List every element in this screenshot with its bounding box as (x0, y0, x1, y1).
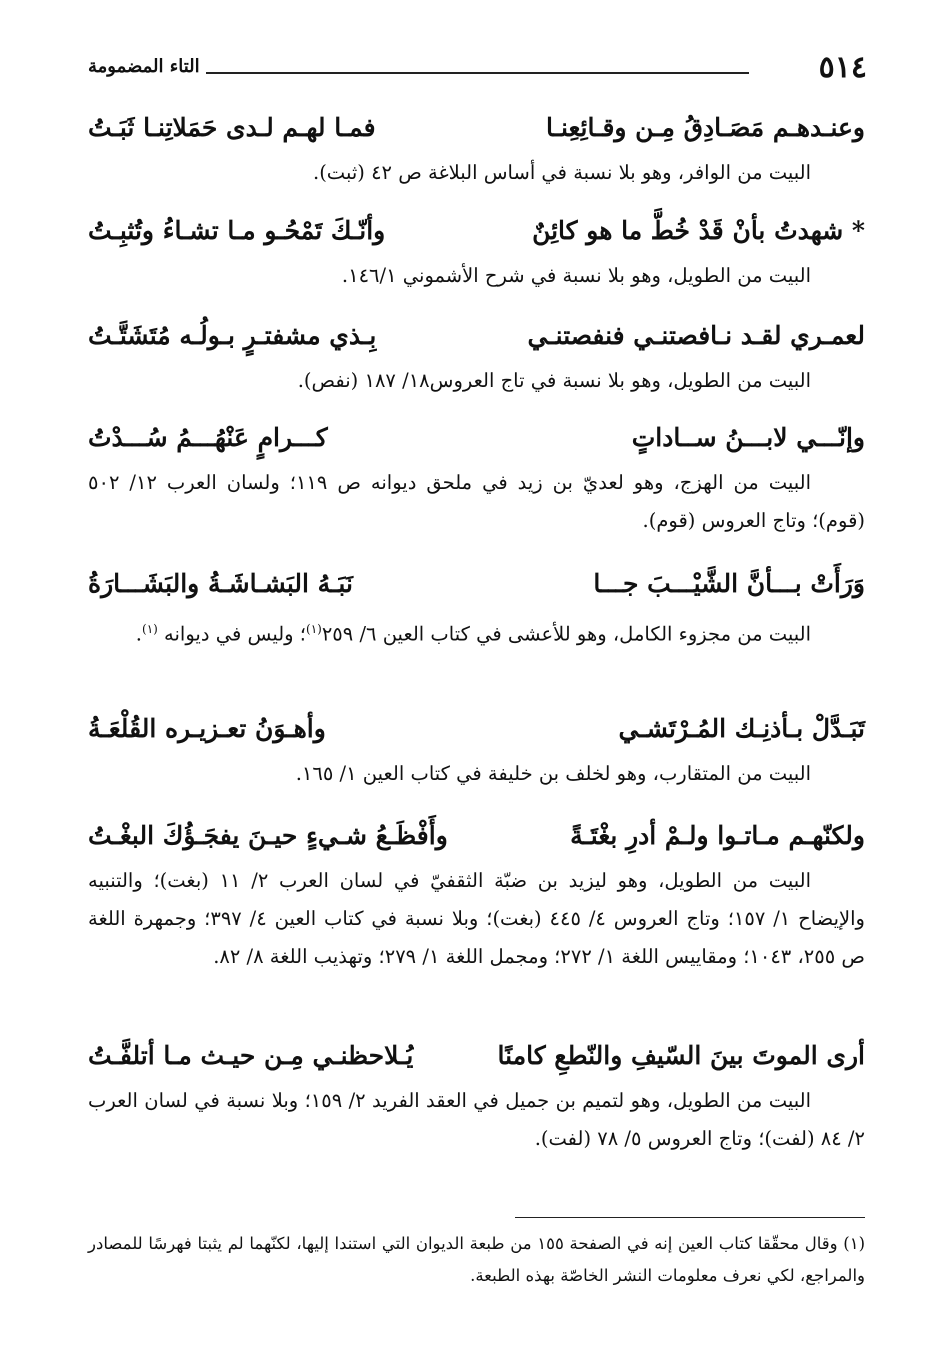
verse-line (88, 412, 865, 464)
verse-note: البيت من الطويل، وهو ليزيد بن ضبّة الثقفيّ في لسان العرب ٢/ ١١ (بغت)؛ والتنبيه والإيضاح ١/ ١٥٧؛ وتاج العروس ٤/ ٤٤٥ (بغت)؛ وبلا نسبة في كتاب العين ٤/ ٣٩٧؛ وجمهرة اللغة ص ٢٥٥، ١٠٤٣؛ ومقاييس اللغة ١/ ٢٧٢؛ ومجمل اللغة ١/ ٢٧٩؛ وتهذيب اللغة ٨/ ٨٢. (88, 869, 865, 968)
verse-note: البيت من الوافر، وهو بلا نسبة في أساس البلاغة ص ٤٢ (ثبت). (313, 161, 811, 184)
verse-entry (88, 412, 865, 540)
verse-line (88, 558, 865, 610)
verse-entry (88, 1030, 865, 1158)
verse-line (88, 102, 865, 154)
first-hemistich: وَرَأَتْ بـــأنَّ الشَّيْـــبَ جـــا (593, 569, 865, 598)
note-text: . (135, 622, 142, 646)
verse-note (88, 610, 865, 654)
second-hemistich: وأهـوَنُ تعـزيـره القُلْعَـةُ (88, 714, 326, 743)
verse-note: البيت من الطويل، وهو بلا نسبة في تاج العروس١٨/ ١٨٧ (نفص). (297, 369, 811, 392)
verse-line (88, 310, 865, 362)
verse-entry (88, 703, 865, 793)
verse-line (88, 205, 865, 257)
verse-note: البيت من المتقارب، وهو لخلف بن خليفة في كتاب العين ١/ ١٦٥. (295, 762, 811, 785)
verse-line (88, 810, 865, 862)
second-hemistich: يُـلاحظنـي مِـن حيـث مـا أتلفَّـتُ (88, 1041, 414, 1070)
second-hemistich: بِـذي مشفتـرٍ بـولُـه مُتَشَتَّـتُ (88, 321, 377, 350)
first-hemistich: ولكنّهـم مـاتـوا ولـمْ أدرِ بغْتَـةً (570, 821, 865, 850)
verse-line (88, 1030, 865, 1082)
verse-note: البيت من الطويل، وهو لتميم بن جميل في العقد الفريد ٢/ ١٥٩؛ وبلا نسبة في لسان العرب ٢/ ٨٤ (لفت)؛ وتاج العروس ٥/ ٧٨ (لفت). (88, 1089, 865, 1150)
verse-entry (88, 205, 865, 295)
footnote-marker[interactable]: (١) (142, 622, 158, 636)
first-hemistich: * شهدتُ بأنْ قَدْ خُطَّ ما هو كائِنٌ (532, 216, 865, 245)
verse-note: البيت من الطويل، وهو بلا نسبة في شرح الأشموني ١٤٦/١. (341, 264, 811, 287)
second-hemistich: وأَفْظَـعُ شـيءٍ حيـنَ يفجَـؤُكَ البغْـتُ (88, 821, 448, 850)
footnote: (١) وقال محقّقا كتاب العين إنه في الصفحة ١٥٥ من طبعة الديوان التي استندا إليها، لكنّهما لم يثبتا فهرسًا للمصادر والمراجع، لكي نعرف معلومات النشر الخاصّة بهذه الطبعة. (88, 1234, 865, 1285)
header-rule (206, 72, 749, 74)
second-hemistich: فمـا لهـم لـدى حَمَلاتِنـا ثَبَـتُ (88, 113, 376, 142)
footnote-marker[interactable]: (١) (306, 622, 322, 636)
verse-entry (88, 558, 865, 654)
second-hemistich: نَبَـهُ البَشـاشَـةُ والبَشَـــارَةُ (88, 569, 353, 598)
first-hemistich: أرى الموتَ بينَ السّيفِ والنّطعِ كامنًا (497, 1041, 865, 1070)
first-hemistich: تَبَـدَّلْ بـأذنِـك المُـرْتَشـي (618, 714, 865, 743)
second-hemistich: كـــرامٍ عَنْهُـــمُ سُـــدْتُ (88, 423, 328, 452)
footnote-separator (515, 1217, 865, 1218)
page-header (88, 50, 867, 94)
verse-entry (88, 102, 865, 192)
first-hemistich: وإنّـــي لابـــنُ ســاداتٍ (631, 423, 865, 452)
note-text: البيت من مجزوء الكامل، وهو للأعشى في كتاب العين ٦/ ٢٥٩ (321, 622, 811, 646)
second-hemistich: وأنّـكَ تَمْحُـو مـا تشـاءُ وتُثبِـتُ (88, 216, 386, 245)
first-hemistich: لعمـري لقـد نـافصتنـي فنفصتنـي (527, 321, 865, 350)
verse-note: البيت من الهزج، وهو لعديّ بن زيد في ملحق ديوانه ص ١١٩؛ ولسان العرب ١٢/ ٥٠٢ (قوم)؛ وتاج العروس (قوم). (88, 471, 865, 532)
first-hemistich: وعنـدهـم مَصَـادِقُ مِـن وقـائِعِنـا (546, 113, 865, 142)
verse-entry (88, 310, 865, 400)
note-text: ؛ وليس في ديوانه (164, 622, 306, 646)
verse-line (88, 703, 865, 755)
page-number: ٥١٤ (818, 50, 867, 85)
section-title: التاء المضمومة (88, 56, 200, 77)
verse-entry (88, 810, 865, 976)
